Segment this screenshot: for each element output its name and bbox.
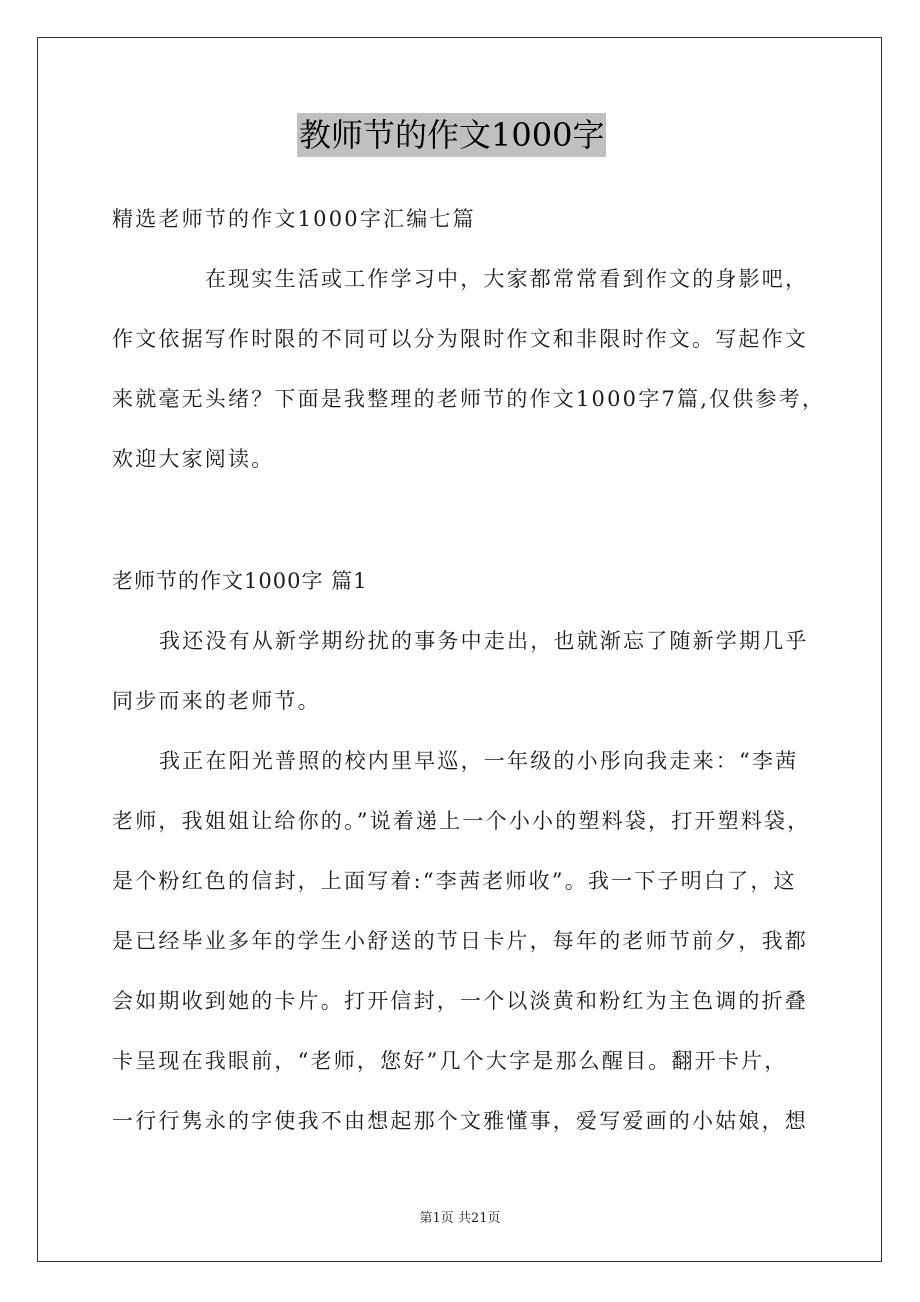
page-number: 第1页 共21页 xyxy=(419,1211,501,1226)
paragraph-line: 一行行隽永的字使我不由想起那个文雅懂事，爱写爱画的小姑娘，想 xyxy=(112,1109,808,1133)
paragraph-line: 会如期收到她的卡片。打开信封，一个以淡黄和粉红为主色调的折叠 xyxy=(112,989,808,1013)
document-title: 教师节的作文1000字 xyxy=(297,113,606,157)
paragraph-line: 我正在阳光普照的校内里早巡，一年级的小彤向我走来：“李茜 xyxy=(159,749,799,773)
intro-line: 欢迎大家阅读。 xyxy=(112,447,275,471)
paragraph-line: 我还没有从新学期纷扰的事务中走出，也就渐忘了随新学期几乎 xyxy=(159,629,809,653)
intro-line: 来就毫无头绪？下面是我整理的老师节的作文1000字7篇,仅供参考， xyxy=(112,387,826,411)
paragraph-line: 卡呈现在我眼前，“老师，您好”几个大字是那么醒目。翻开卡片， xyxy=(112,1049,788,1073)
paragraph-line: 是已经毕业多年的学生小舒送的节日卡片，每年的老师节前夕，我都 xyxy=(112,929,808,953)
paragraph-line: 老师，我姐姐让给你的。”说着递上一个小小的塑料袋，打开塑料袋， xyxy=(112,809,811,833)
paragraph-line: 同步而来的老师节。 xyxy=(112,689,321,713)
paragraph-line: 是个粉红色的信封，上面写着:“李茜老师收”。我一下子明白了，这 xyxy=(112,869,797,893)
intro-line: 作文依据写作时限的不同可以分为限时作文和非限时作文。写起作文 xyxy=(112,327,808,351)
section-heading: 老师节的作文1000字 篇1 xyxy=(112,569,368,593)
intro-line: 在现实生活或工作学习中，大家都常常看到作文的身影吧， xyxy=(205,267,809,291)
document-subtitle: 精选老师节的作文1000字汇编七篇 xyxy=(112,207,476,231)
